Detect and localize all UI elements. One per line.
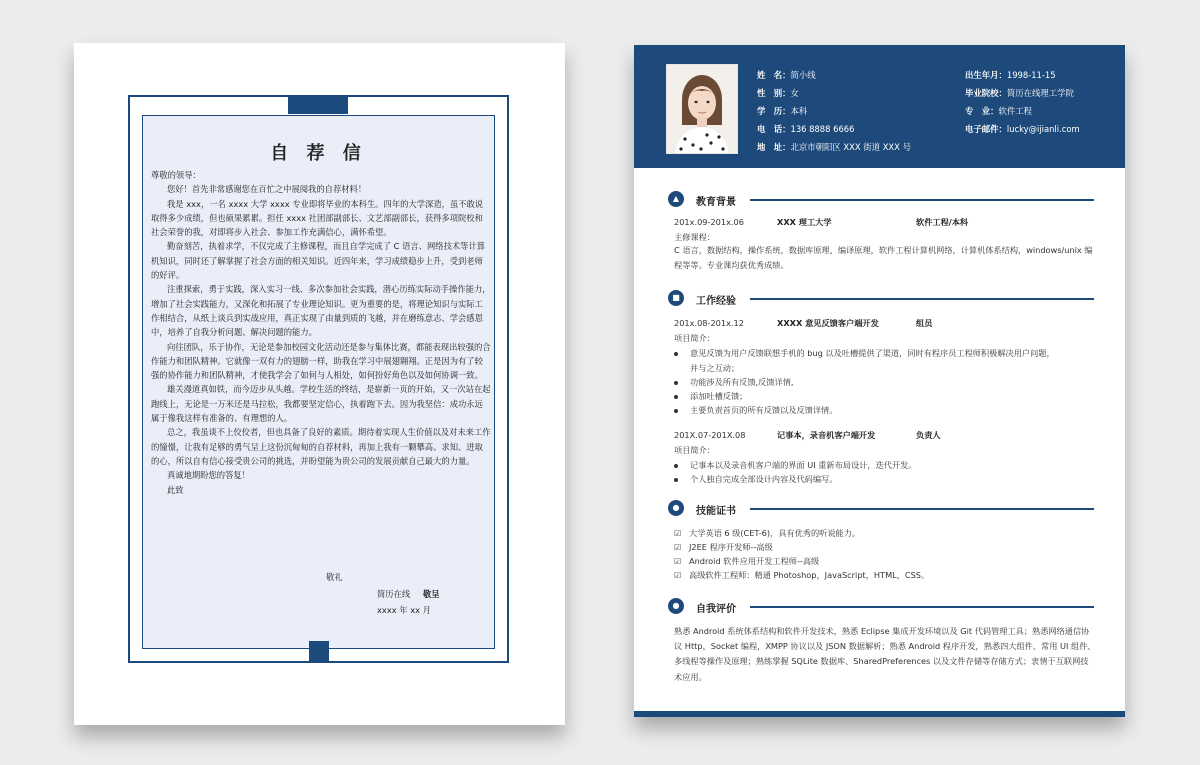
cover-letter-page [74,43,565,725]
info-value: 软件工程 [998,106,1032,116]
letter-body [151,168,491,497]
letter-paragraph: 向往团队，乐于协作，无论是参加校园文化活动还是参与集体比赛，都能表现出较强的合作能力和团队精神。它就像一双有力的翅膀一样，助我在学习中展翅翱翔。正是因为有了较强的协作能力和团队精神，才使我学会了如何与人相处，如何扮好角色以及如何协调一致。 [151,341,491,381]
section-title-education: 教育背景 [696,197,736,208]
section-divider [750,508,1094,510]
section-divider [750,298,1094,300]
info-label: 性 别： [757,88,791,98]
resume-header [634,45,1125,168]
job-intro-label: 项目简介： [674,333,715,343]
info-degree [757,105,807,117]
job-period: 201x.08-201x.12 [674,318,744,328]
edu-period: 201x.09-201x.06 [674,217,744,227]
letter-sign-word: 敬呈 [423,589,440,599]
info-email [965,123,1080,135]
info-value: 北京市朝阳区 XXX 街道 XXX 号 [790,142,911,152]
letter-paragraph: 勤奋刻苦，执着求学，不仅完成了主修课程，而且自学完成了 C 语言、网络技术等计算机知识，同时还了解掌握了社会方面的相关知识。近四年来，学习成绩稳步上升，受到老师的好评。 [151,241,486,281]
letter-title: 自 荐 信 [270,143,367,164]
job-bullet [674,460,917,471]
edu-courses: C 语言，数据结构，操作系统，数据库原理，编译原理，软件工程计算机网络，计算机体系结构，windows/unix 编程等等。专业课均获优秀成绩。 [674,245,1093,271]
skill-item [674,556,819,567]
section-title-skills: 技能证书 [696,506,736,517]
job-project: 记事本，录音机客户端开发 [777,430,876,440]
letter-paragraph: 此致 [167,484,184,495]
info-label: 毕业院校： [965,88,1007,98]
info-label: 专 业： [965,106,999,116]
letter-salute: 敬礼 [326,572,343,582]
job-bullet [674,348,1055,359]
section-divider [750,199,1094,201]
info-value: 简小线 [790,70,816,80]
job-bullet [674,405,837,416]
letter-salutation: 尊敬的领导： [151,170,201,180]
info-label: 地 址： [757,142,791,152]
skill-item [674,542,773,553]
bullet-dot [674,352,678,356]
skill-item [674,570,929,581]
graduation-cap-icon: ▲ [668,191,684,207]
job-intro-label: 项目简介： [674,445,715,455]
job-project: XXXX 意见反馈客户端开发 [777,318,879,328]
info-name [757,69,816,81]
bullet-dot [674,395,678,399]
job-bullet [674,391,747,402]
info-value: 136 8888 6666 [790,124,855,134]
info-gender [757,87,799,99]
resume-footer-bar [634,711,1125,717]
checkbox-icon: ☑ [674,571,682,580]
info-value: 简历在线理工学院 [1006,88,1074,98]
info-value: lucky@ijianli.com [1006,124,1080,134]
letter-date: xxxx 年 xx 月 [377,605,431,615]
section-title-self: 自我评价 [696,604,736,615]
skill-text: J2EE 程序开发师--高级 [689,542,773,552]
edu-school: XXX 理工大学 [777,217,832,227]
letter-paragraph: 雄关漫道真如铁，而今迈步从头越。学校生活的终结，是崭新一页的开始，又一次站在起跑线上，无论是一万米还是马拉松，我都要坚定信心，执着跑下去。因为我坚信：成功永远属于像我这样有准备的、有理想的人。 [151,384,491,424]
skill-text: Android 软件应用开发工程师--高级 [689,556,820,566]
job-bullet-cont [690,363,739,374]
section-title-work: 工作经验 [696,296,736,307]
job-bullet [674,474,837,485]
profile-photo [666,64,738,154]
checkbox-icon: ☑ [674,529,682,538]
letter-paragraph: 注重探索，勇于实践，深入实习一线、多次参加社会实践，潜心历练实际动手操作能力，增加了社会实践能力，又深化和拓展了专业理论知识。更为重要的是，将理论知识与实际工作相结合，从纸上谈兵到实战应用，真正实现了由量到质的飞越，并在磨练意志、学会感恩中，培养了自我分析问题、解决问题的能力。 [151,284,491,338]
job-bullet [674,377,793,388]
bullet-dot [674,464,678,468]
job-bullet-text: 添加吐槽反馈； [690,391,748,401]
info-birth [965,69,1056,81]
job-bullet-text: 并与之互动； [690,363,740,373]
skill-item [674,528,860,539]
letter-paragraph: 总之，我虽谈不上佼佼者，但也具备了良好的素质。期待着实现人生价值以及对未来工作的憧憬，让我有足够的勇气呈上这份沉甸甸的自荐材料，再加上我有一颗攀高、求知、进取的心，所以自有信心接受贵公司的挑选，并盼望能为贵公司的发展贡献自己最大的力量。 [151,427,491,466]
checkbox-icon: ☑ [674,543,682,552]
frame-tab-top [288,96,348,114]
info-label: 姓 名： [757,70,791,80]
briefcase-icon: ■ [668,290,684,306]
bullet-dot [674,478,678,482]
info-value: 1998-11-15 [1006,70,1056,80]
info-label: 电 话： [757,124,791,134]
certificate-icon: ● [668,500,684,516]
job-period: 201X.07-201X.08 [674,430,746,440]
job-bullet-text: 意见反馈为用户反馈联想手机的 bug 以及吐槽提供了渠道，同时有程序员工程师积极解决用户问题， [690,348,1055,358]
checkbox-icon: ☑ [674,557,682,566]
job-bullet-text: 主要负责首页的所有反馈以及反馈详情。 [690,405,838,415]
job-bullet-text: 个人独自完成全部设计内容及代码编写。 [690,474,838,484]
section-divider [750,606,1094,608]
job-bullet-text: 功能涉及所有反馈,反馈详情, [690,377,794,387]
bullet-dot [674,381,678,385]
info-value: 女 [790,88,799,98]
info-major [965,105,1032,117]
info-value: 本科 [790,106,808,116]
profile-photo-illustration [667,65,737,153]
letter-paragraph: 您好！首先非常感谢您在百忙之中展阅我的自荐材料！ [167,184,367,195]
person-icon: ● [668,598,684,614]
letter-paragraph: 我是 xxx，一名 xxxx 大学 xxxx 专业即将毕业的本科生。四年的大学深造，虽不敢说取得多少成绩，但也硕果累累。担任 xxxx 社团部副部长、文艺部副部长，获得多项院校和社会荣誉的我，对即将步入社会、参加工作充满信心，满怀希望。 [151,198,484,238]
info-school [965,87,1074,99]
edu-courses-label: 主修课程： [674,232,715,242]
frame-tab-bottom [309,641,329,661]
letter-sign-prefix: 简历在线 [377,589,411,599]
info-phone [757,123,854,135]
info-label: 学 历： [757,106,791,116]
job-role: 组员 [916,318,933,328]
bullet-dot [674,409,678,413]
resume-page [634,45,1125,717]
skill-text: 大学英语 6 级(CET-6)，具有优秀的听说能力。 [689,528,861,538]
info-label: 电子邮件： [965,124,1007,134]
letter-paragraph: 真诚地期盼您的答复！ [167,470,250,481]
job-role: 负责人 [916,430,941,440]
self-evaluation: 熟悉 Android 系统体系结构和软件开发技术，熟悉 Eclipse 集成开发环境以及 Git 代码管理工具；熟悉网络通信协议 Http，Socket 编程，XMPP 协议以及 JSON 数据解析；熟悉 Android 程序开发，熟悉四大组件、常用 UI 组件、多线程等操作及原理；熟练掌握 SQLite 数据库、SharedPreferences 以及文件存储等存储方式；衷情于互联网技术应用。 [674,626,1096,682]
skill-text: 高级软件工程师：精通 Photoshop，JavaScript，HTML，CSS。 [689,570,930,580]
info-label: 出生年月： [965,70,1007,80]
info-address [757,141,911,153]
edu-major: 软件工程/本科 [916,217,969,227]
job-bullet-text: 记事本以及录音机客户端的界面 UI 重新布局设计，迭代开发。 [690,460,917,470]
